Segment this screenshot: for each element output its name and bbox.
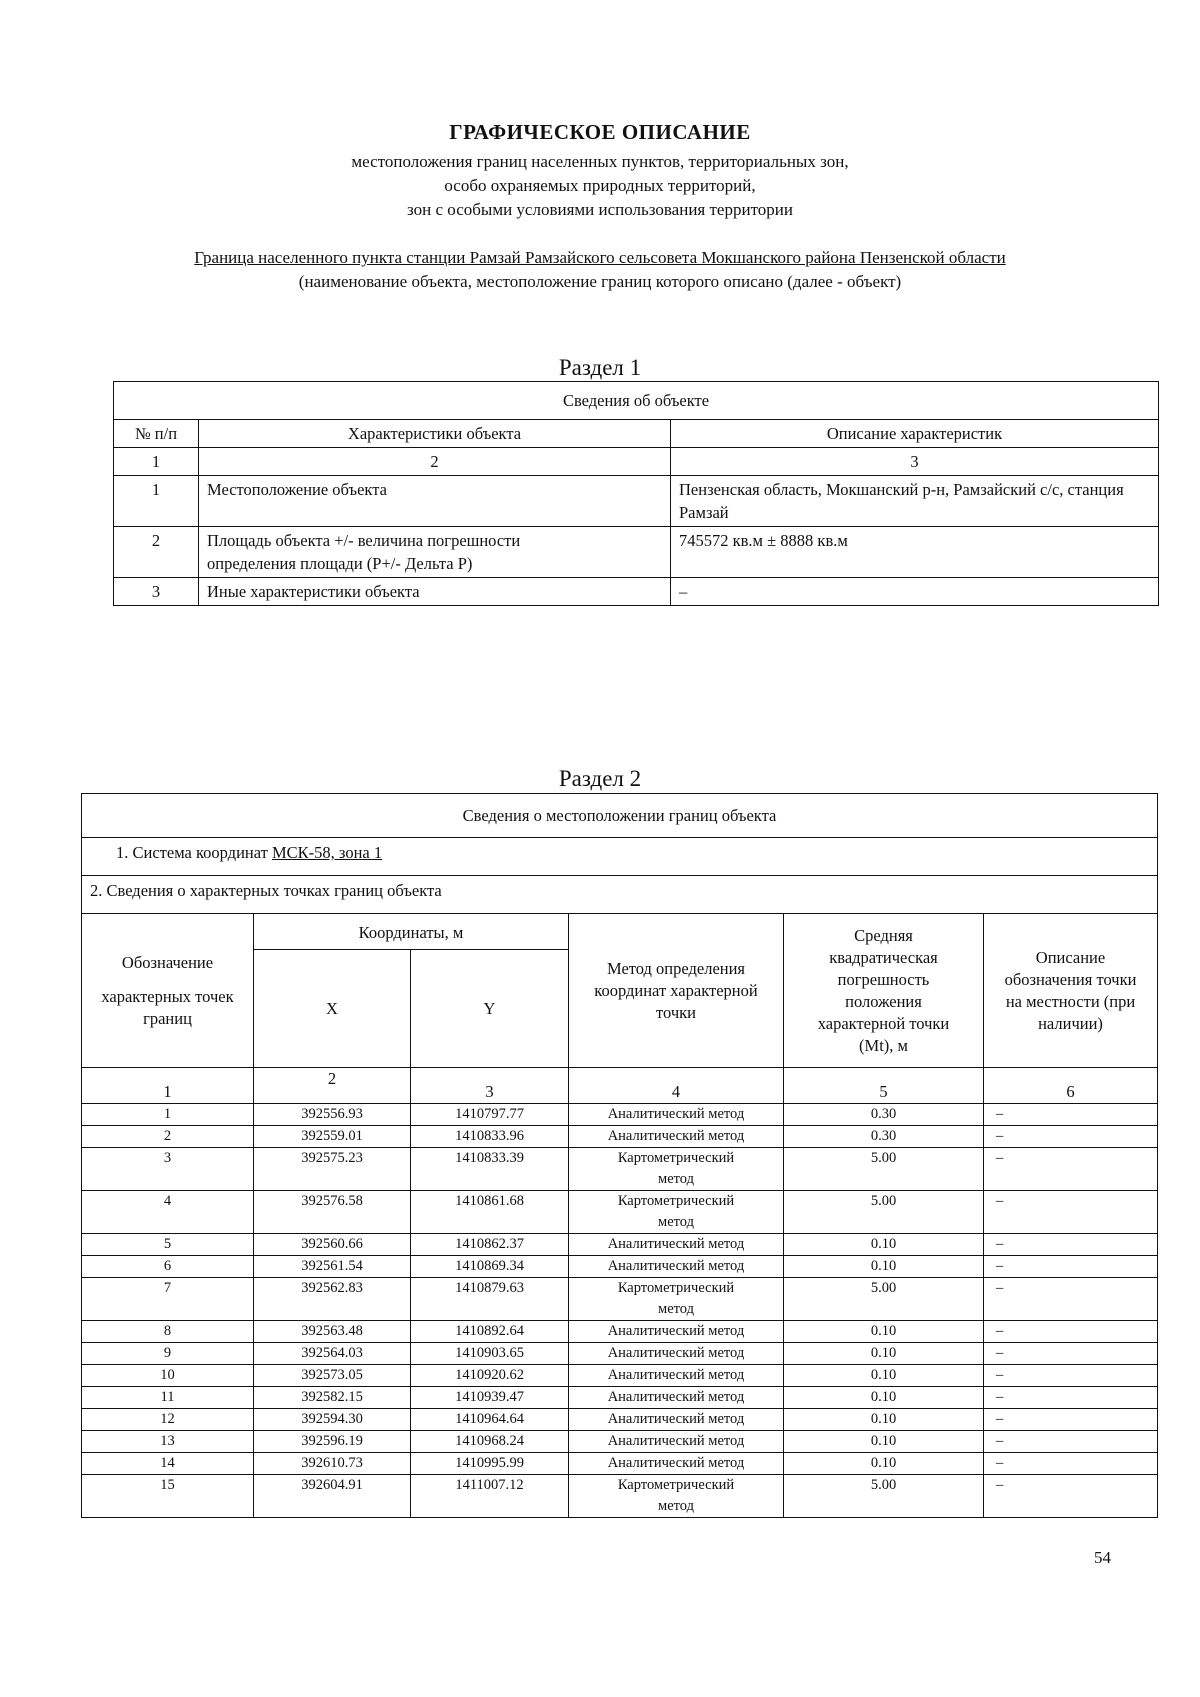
method-cell: Аналитический метод (569, 1431, 784, 1453)
table-row (82, 1409, 1158, 1431)
y-value: 1410995.99 (411, 1453, 569, 1475)
point-description-cell: – (984, 1365, 1158, 1387)
point-number: 10 (82, 1365, 254, 1387)
column-number: 5 (784, 1068, 984, 1104)
x-value: 392556.93 (254, 1104, 411, 1126)
y-value: 1410833.96 (411, 1126, 569, 1148)
x-value: 392604.91 (254, 1475, 411, 1518)
table-row (82, 1387, 1158, 1409)
table-row (82, 1343, 1158, 1365)
accuracy-cell: 5.00 (784, 1191, 984, 1234)
table-row (82, 1431, 1158, 1453)
accuracy-cell: 0.10 (784, 1365, 984, 1387)
characteristic-cell: Площадь объекта +/- величина погрешности определения площади (P+/- Дельта P) (199, 527, 671, 578)
accuracy-cell: 0.10 (784, 1453, 984, 1475)
subtitle-line-2: особо охраняемых природных территорий, (444, 176, 756, 195)
method-cell: Аналитический метод (569, 1234, 784, 1256)
accuracy-cell: 5.00 (784, 1148, 984, 1191)
y-value: 1410892.64 (411, 1321, 569, 1343)
table-row (114, 578, 1159, 606)
y-value: 1411007.12 (411, 1475, 569, 1518)
accuracy-cell: 0.10 (784, 1387, 984, 1409)
page-number: 54 (1094, 1548, 1111, 1567)
description-cell: Пензенская область, Мокшанский р-н, Рамзайский с/с, станция Рамзай (671, 476, 1159, 527)
method-cell: Аналитический метод (569, 1126, 784, 1148)
column-header: Характеристики объекта (199, 420, 671, 448)
x-value: 392576.58 (254, 1191, 411, 1234)
designation-header (82, 914, 254, 1068)
table-row (82, 1278, 1158, 1321)
column-number: 3 (411, 1068, 569, 1104)
y-value: 1410939.47 (411, 1387, 569, 1409)
column-header: Описание характеристик (671, 420, 1159, 448)
x-value: 392562.83 (254, 1278, 411, 1321)
y-value: 1410964.64 (411, 1409, 569, 1431)
method-header: Метод определения координат характерной точки (569, 914, 784, 1068)
point-number: 6 (82, 1256, 254, 1278)
subtitle-line-3: зон с особыми условиями использования территории (407, 200, 793, 219)
column-number: 2 (254, 1068, 411, 1104)
x-value: 392594.30 (254, 1409, 411, 1431)
method-cell: Аналитический метод (569, 1321, 784, 1343)
subtitle-line-1: местоположения границ населенных пунктов, территориальных зон, (351, 152, 849, 171)
section-1-title: Раздел 1 (558, 355, 642, 380)
point-number: 7 (82, 1278, 254, 1321)
point-description-cell: – (984, 1475, 1158, 1518)
table-row (82, 1126, 1158, 1148)
column-number: 1 (82, 1068, 254, 1104)
method-cell: Картометрический метод (569, 1475, 784, 1518)
point-description-cell: – (984, 1148, 1158, 1191)
point-description-header: Описание обозначения точки на местности (при наличии) (984, 914, 1158, 1068)
y-value: 1410968.24 (411, 1431, 569, 1453)
accuracy-cell: 5.00 (784, 1475, 984, 1518)
table-row (114, 527, 1159, 578)
y-value: 1410869.34 (411, 1256, 569, 1278)
y-header: Y (411, 950, 569, 1068)
y-value: 1410920.62 (411, 1365, 569, 1387)
point-description-cell: – (984, 1234, 1158, 1256)
point-number: 11 (82, 1387, 254, 1409)
x-value: 392596.19 (254, 1431, 411, 1453)
accuracy-cell: 5.00 (784, 1278, 984, 1321)
accuracy-cell: 0.10 (784, 1321, 984, 1343)
x-header: X (254, 950, 411, 1068)
description-cell: 745572 кв.м ± 8888 кв.м (671, 527, 1159, 578)
row-number: 3 (114, 578, 199, 606)
table-row (82, 1234, 1158, 1256)
y-value: 1410862.37 (411, 1234, 569, 1256)
column-number: 2 (199, 448, 671, 476)
column-number: 3 (671, 448, 1159, 476)
points-body (82, 1104, 1158, 1518)
method-cell: Аналитический метод (569, 1256, 784, 1278)
object-name: Граница населенного пункта станции Рамзай Рамзайского сельсовета Мокшанского района Пензенской области (194, 248, 1006, 267)
point-number: 8 (82, 1321, 254, 1343)
x-value: 392573.05 (254, 1365, 411, 1387)
point-number: 1 (82, 1104, 254, 1126)
column-number: 4 (569, 1068, 784, 1104)
accuracy-cell: 0.10 (784, 1409, 984, 1431)
object-info-table-title: Сведения об объекте (114, 382, 1159, 420)
point-description-cell: – (984, 1453, 1158, 1475)
x-value: 392582.15 (254, 1387, 411, 1409)
point-number: 15 (82, 1475, 254, 1518)
method-cell: Аналитический метод (569, 1104, 784, 1126)
method-cell: Картометрический метод (569, 1148, 784, 1191)
method-cell: Аналитический метод (569, 1409, 784, 1431)
method-cell: Картометрический метод (569, 1191, 784, 1234)
x-value: 392559.01 (254, 1126, 411, 1148)
x-value: 392564.03 (254, 1343, 411, 1365)
characteristic-cell: Иные характеристики объекта (199, 578, 671, 606)
point-number: 13 (82, 1431, 254, 1453)
table-row (114, 476, 1159, 527)
accuracy-header: Средняя квадратическая погрешность положения характерной точки (Mt), м (784, 914, 984, 1068)
point-description-cell: – (984, 1256, 1158, 1278)
method-cell: Аналитический метод (569, 1387, 784, 1409)
y-value: 1410861.68 (411, 1191, 569, 1234)
designation-header-line-2: характерных точек границ (101, 986, 234, 1028)
accuracy-cell: 0.10 (784, 1256, 984, 1278)
x-value: 392575.23 (254, 1148, 411, 1191)
table-row (82, 1104, 1158, 1126)
point-description-cell: – (984, 1126, 1158, 1148)
table-row (82, 1475, 1158, 1518)
description-cell: – (671, 578, 1159, 606)
table-row (82, 1453, 1158, 1475)
method-cell: Картометрический метод (569, 1278, 784, 1321)
y-value: 1410797.77 (411, 1104, 569, 1126)
accuracy-cell: 0.30 (784, 1104, 984, 1126)
point-number: 12 (82, 1409, 254, 1431)
point-number: 3 (82, 1148, 254, 1191)
coord-system-label: 1. Система координат (116, 843, 268, 862)
y-value: 1410879.63 (411, 1278, 569, 1321)
x-value: 392563.48 (254, 1321, 411, 1343)
accuracy-cell: 0.10 (784, 1431, 984, 1453)
points-heading: 2. Сведения о характерных точках границ объекта (82, 876, 1158, 914)
coordinates-header: Координаты, м (254, 914, 569, 950)
y-value: 1410903.65 (411, 1343, 569, 1365)
point-description-cell: – (984, 1387, 1158, 1409)
point-description-cell: – (984, 1431, 1158, 1453)
x-value: 392561.54 (254, 1256, 411, 1278)
point-number: 4 (82, 1191, 254, 1234)
column-number: 6 (984, 1068, 1158, 1104)
section-2-title: Раздел 2 (558, 766, 642, 791)
point-description-cell: – (984, 1104, 1158, 1126)
point-number: 5 (82, 1234, 254, 1256)
accuracy-cell: 0.30 (784, 1126, 984, 1148)
method-cell: Аналитический метод (569, 1365, 784, 1387)
document-title: ГРАФИЧЕСКОЕ ОПИСАНИЕ (449, 120, 751, 144)
row-number: 1 (114, 476, 199, 527)
designation-header-line-1: Обозначение (121, 952, 214, 972)
y-value: 1410833.39 (411, 1148, 569, 1191)
point-number: 2 (82, 1126, 254, 1148)
table-row (82, 1148, 1158, 1191)
point-description-cell: – (984, 1343, 1158, 1365)
x-value: 392560.66 (254, 1234, 411, 1256)
point-description-cell: – (984, 1191, 1158, 1234)
object-info-table (113, 381, 1159, 606)
table-row (82, 1321, 1158, 1343)
table-row (82, 1191, 1158, 1234)
point-description-cell: – (984, 1321, 1158, 1343)
column-header: № п/п (114, 420, 199, 448)
point-description-cell: – (984, 1278, 1158, 1321)
coord-system-value: МСК-58, зона 1 (271, 843, 383, 862)
accuracy-cell: 0.10 (784, 1234, 984, 1256)
table-row (82, 1365, 1158, 1387)
boundary-points-table (81, 793, 1158, 1518)
point-number: 14 (82, 1453, 254, 1475)
characteristic-cell: Местоположение объекта (199, 476, 671, 527)
column-number: 1 (114, 448, 199, 476)
accuracy-cell: 0.10 (784, 1343, 984, 1365)
method-cell: Аналитический метод (569, 1453, 784, 1475)
row-number: 2 (114, 527, 199, 578)
object-name-note: (наименование объекта, местоположение границ которого описано (далее - объект) (298, 272, 902, 291)
point-description-cell: – (984, 1409, 1158, 1431)
table-row (82, 1256, 1158, 1278)
method-cell: Аналитический метод (569, 1343, 784, 1365)
x-value: 392610.73 (254, 1453, 411, 1475)
boundary-table-title: Сведения о местоположении границ объекта (82, 794, 1158, 838)
point-number: 9 (82, 1343, 254, 1365)
